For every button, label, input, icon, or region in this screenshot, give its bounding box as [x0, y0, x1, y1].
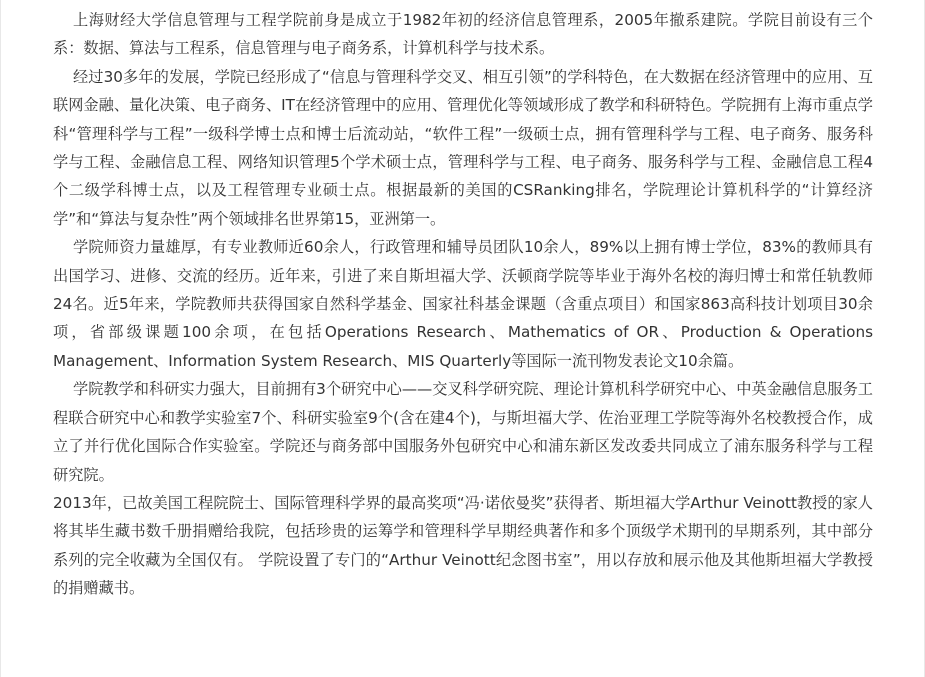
paragraph-research-centers: 学院教学和科研实力强大，目前拥有3个研究中心——交叉科学研究院、理论计算机科学研究中心、中英金融信息服务工程联合研究中心和教学实验室7个、科研实验室9个(含在建4个)，与斯坦福大学、佐治亚理工学院等海外名校教授合作，成立了并行优化国际合作实验室。学院还与商务部中国服务外包研究中心和浦东新区发改委共同成立了浦东服务科学与工程研究院。 — [53, 380, 873, 484]
paragraph-disciplines: 经过30多年的发展，学院已经形成了“信息与管理科学交叉、相互引领”的学科特色，在大数据在经济管理中的应用、互联网金融、量化决策、电子商务、IT在经济管理中的应用、管理优化等领域形成了教学和科研特色。学院拥有上海市重点学科“管理科学与工程”一级科学博士点和博士后流动站，“软件工程”一级硕士点，拥有管理科学与工程、电子商务、服务科学与工程、金融信息工程、网络知识管理5个学术硕士点，管理科学与工程、电子商务、服务科学与工程、金融信息工程4个二级学科博士点，以及工程管理专业硕士点。根据最新的美国的CSRanking排名，学院理论计算机科学的“计算经济学”和“算法与复杂性”两个领域排名世界第15，亚洲第一。 — [53, 67, 873, 228]
paragraph-faculty: 学院师资力量雄厚，有专业教师近60余人，行政管理和辅导员团队10余人，89%以上拥有博士学位，83%的教师具有出国学习、进修、交流的经历。近年来，引进了来自斯坦福大学、沃顿商学院等毕业于海外名校的海归博士和常任轨教师24名。近5年来，学院教师共获得国家自然科学基金、国家社科基金课题（含重点项目）和国家863高科技计划项目30余项，省部级课题100余项，在包括Operations Research、Mathematics of OR、Production & Operations Management、Information System Research、MIS Quarterly等国际一流刊物发表论文10余篇。 — [53, 238, 873, 370]
article-body — [53, 6, 873, 603]
paragraph-history: 上海财经大学信息管理与工程学院前身是成立于1982年初的经济信息管理系，2005年撤系建院。学院目前设有三个系：数据、算法与工程系，信息管理与电子商务系，计算机科学与技术系。 — [53, 11, 873, 58]
paragraph-library-donation: 2013年，已故美国工程院院士、国际管理科学界的最高奖项“冯·诺依曼奖”获得者、斯坦福大学Arthur Veinott教授的家人将其毕生藏书数千册捐赠给我院，包括珍贵的运筹学和管理科学早期经典著作和多个顶级学术期刊的早期系列，其中部分系列的完全收藏为全国仅有。 学院设置了专门的“Arthur Veinott纪念图书室”，用以存放和展示他及其他斯坦福大学教授的捐赠藏书。 — [53, 493, 873, 598]
